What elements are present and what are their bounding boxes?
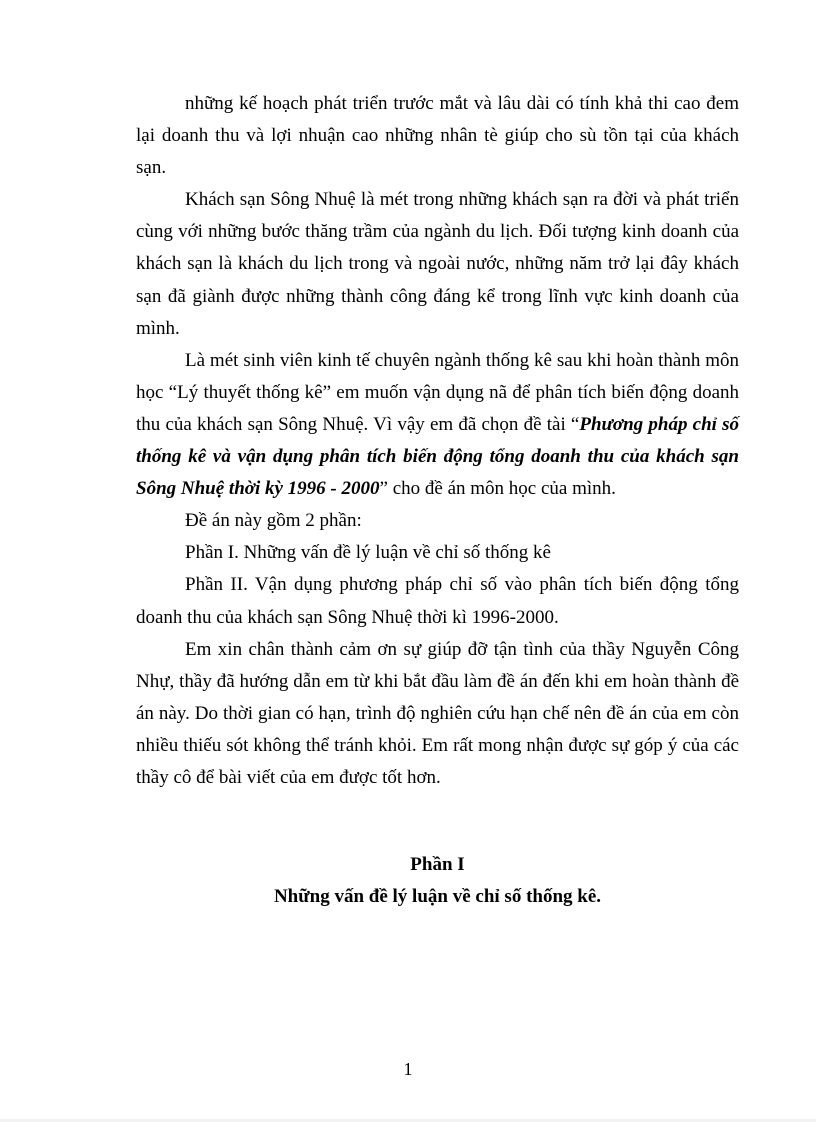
paragraph-hotel-intro bbox=[136, 184, 739, 344]
paragraph-continuation bbox=[136, 88, 739, 184]
paragraph-structure bbox=[136, 505, 739, 537]
paragraph-6-text: Phần II. Vận dụng phương pháp chỉ số vào phân tích biến động tổng doanh thu của khách sạn Sông Nhuệ thời kì 1996-2000. bbox=[136, 574, 739, 628]
paragraph-part-two bbox=[136, 569, 739, 633]
section-heading: Phần I bbox=[410, 854, 465, 875]
paragraph-3-start: Là mét sinh viên kinh tế chuyên ngành thống kê sau khi hoàn thành môn học “Lý thuyết thống kê” em muốn vận dụng nã để phân tích biến động doanh thu của khách sạn Sông Nhuệ. Vì vậy em đã chọn đề tài “ bbox=[136, 349, 739, 435]
paragraph-part-one bbox=[136, 537, 739, 569]
paragraph-7-text: Em xin chân thành cảm ơn sự giúp đỡ tận tình của thầy Nguyễn Công Nhự, thầy đã hướng dẫn em từ khi bắt đầu làm đề án đến khi em hoàn thành đề án này. Do thời gian có hạn, trình độ nghiên cứu hạn chế nên đề án của em còn nhiều thiếu sót không thể tránh khỏi. Em rất mong nhận được sự góp ý của các thầy cô để bài viết của em được tốt hơn. bbox=[136, 638, 739, 788]
paragraph-4-text: Đề án này gồm 2 phần: bbox=[185, 510, 362, 532]
paragraph-topic bbox=[136, 345, 739, 505]
page-bottom-edge bbox=[0, 1119, 816, 1122]
paragraph-2-text: Khách sạn Sông Nhuệ là mét trong những khách sạn ra đời và phát triển cùng với những bước thăng trầm của ngành du lịch. Đối tượng kinh doanh của khách sạn là khách du lịch trong và ngoài nước, những năm trở lại đây khách sạn đã giành được những thành công đáng kể trong lĩnh vực kinh doanh của mình. bbox=[136, 189, 739, 339]
page-number: 1 bbox=[403, 1059, 413, 1079]
paragraph-3-end: ” cho đề án môn học của mình. bbox=[379, 478, 616, 500]
paragraph-5-text: Phần I. Những vấn đề lý luận về chỉ số thống kê bbox=[185, 542, 551, 564]
body-text bbox=[136, 88, 739, 794]
topic-title: Phương pháp chỉ số thống kê và vận dụng phân tích biến động tổng doanh thu của khách sạn Sông Nhuệ thời kỳ 1996 - 2000 bbox=[136, 413, 739, 500]
paragraph-1-text: những kế hoạch phát triển trước mắt và lâu dài có tính khả thi cao đem lại doanh thu và lợi nhuận cao những nhân tè giúp cho sù tồn tại của khách sạn. bbox=[136, 93, 739, 179]
section-subheading: Những vấn đề lý luận về chỉ số thống kê. bbox=[273, 886, 602, 907]
paragraph-acknowledgement bbox=[136, 634, 739, 794]
